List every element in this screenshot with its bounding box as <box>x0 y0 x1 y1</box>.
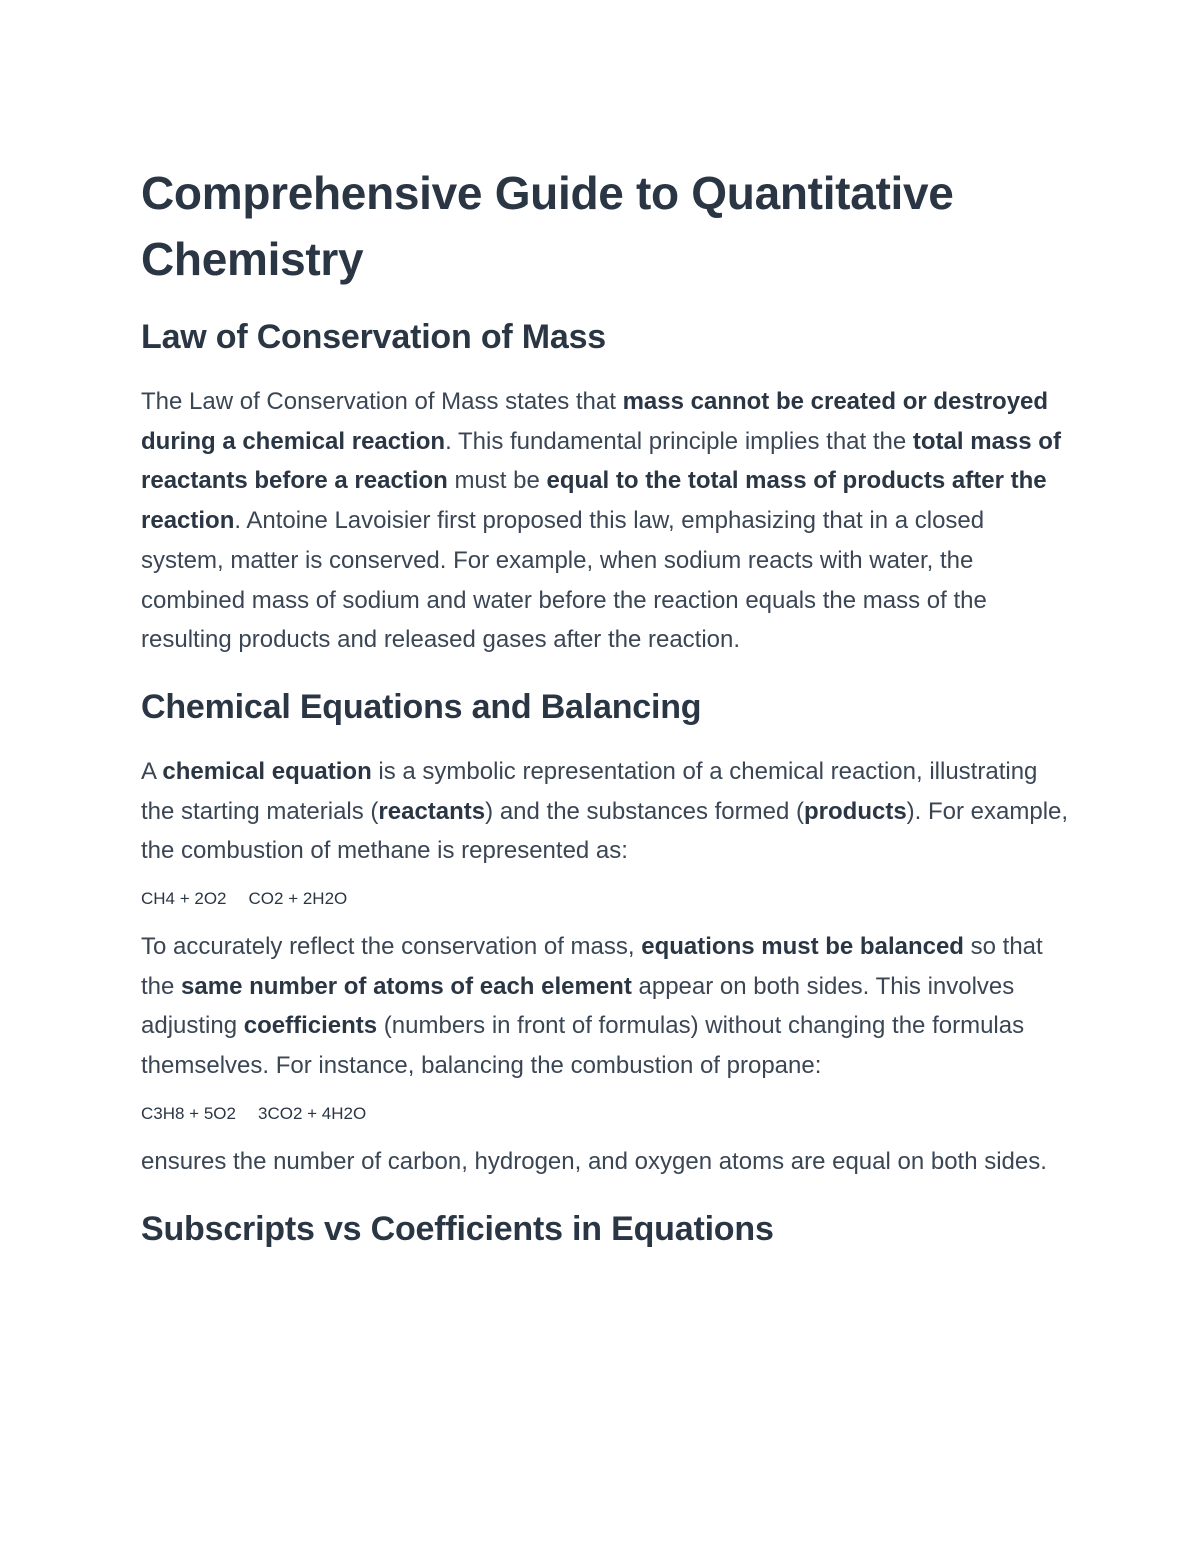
paragraph-balancing <box>141 927 1071 1086</box>
equation-reactants: CH4 + 2O2 <box>141 889 227 909</box>
text-run: The Law of Conservation of Mass states that <box>141 388 623 415</box>
text-run: must be <box>447 467 547 495</box>
bold-run: chemical equation <box>162 757 372 785</box>
text-run: so that the <box>141 933 1043 1000</box>
text-run: is a symbolic representation of a chemical reaction, illustrating the starting materials ( <box>141 757 1038 825</box>
document-title: Comprehensive Guide to Quantitative Chemistry <box>141 167 954 285</box>
text-run: (numbers in front of formulas) without changing the formulas themselves. For instance, balancing the combustion of propane: <box>141 1012 1025 1080</box>
text-run: ). For example, the combustion of methane is represented as: <box>141 797 1069 865</box>
paragraph-conservation-of-mass <box>141 382 1071 660</box>
text-run: ) and the substances formed ( <box>485 797 804 825</box>
equation-propane-combustion <box>141 1102 1071 1126</box>
section-heading-chemical-equations: Chemical Equations and Balancing <box>141 687 702 726</box>
text-run: . This fundamental principle implies that the <box>445 427 913 455</box>
bold-run: reactants <box>378 797 486 825</box>
text-run: . Antoine Lavoisier first proposed this law, emphasizing that in a closed system, matter is conserved. For example, when sodium reacts with water, the combined mass of sodium and water before the reaction equals the mass of the resulting products and released gases after the reaction. <box>141 507 987 654</box>
paragraph-balance-result: ensures the number of carbon, hydrogen, and oxygen atoms are equal on both sides. <box>141 1147 1047 1175</box>
equation-reactants: C3H8 + 5O2 <box>141 1103 236 1123</box>
text-run: A <box>141 757 163 785</box>
bold-run: same number of atoms of each element <box>181 972 632 1000</box>
equation-methane-combustion <box>141 887 1071 911</box>
paragraph-chemical-equation-definition <box>141 752 1071 871</box>
section-heading-conservation-of-mass: Law of Conservation of Mass <box>141 318 607 356</box>
bold-run: equal to the total mass of products after the reaction <box>141 467 1047 535</box>
bold-run: mass cannot be created or destroyed during a chemical reaction <box>141 388 1049 455</box>
document-page <box>141 160 1071 1274</box>
bold-run: total mass of reactants before a reaction <box>141 427 1061 495</box>
text-run: appear on both sides. This involves adjusting <box>141 972 1015 1040</box>
bold-run: equations must be balanced <box>641 933 964 961</box>
bold-run: products <box>804 797 907 825</box>
equation-products: CO2 + 2H2O <box>248 889 348 909</box>
text-run: To accurately reflect the conservation of mass, <box>141 933 642 961</box>
equation-products: 3CO2 + 4H2O <box>257 1103 367 1123</box>
section-heading-subscripts-vs-coefficients: Subscripts vs Coefficients in Equations <box>141 1209 774 1248</box>
bold-run: coefficients <box>243 1012 378 1040</box>
